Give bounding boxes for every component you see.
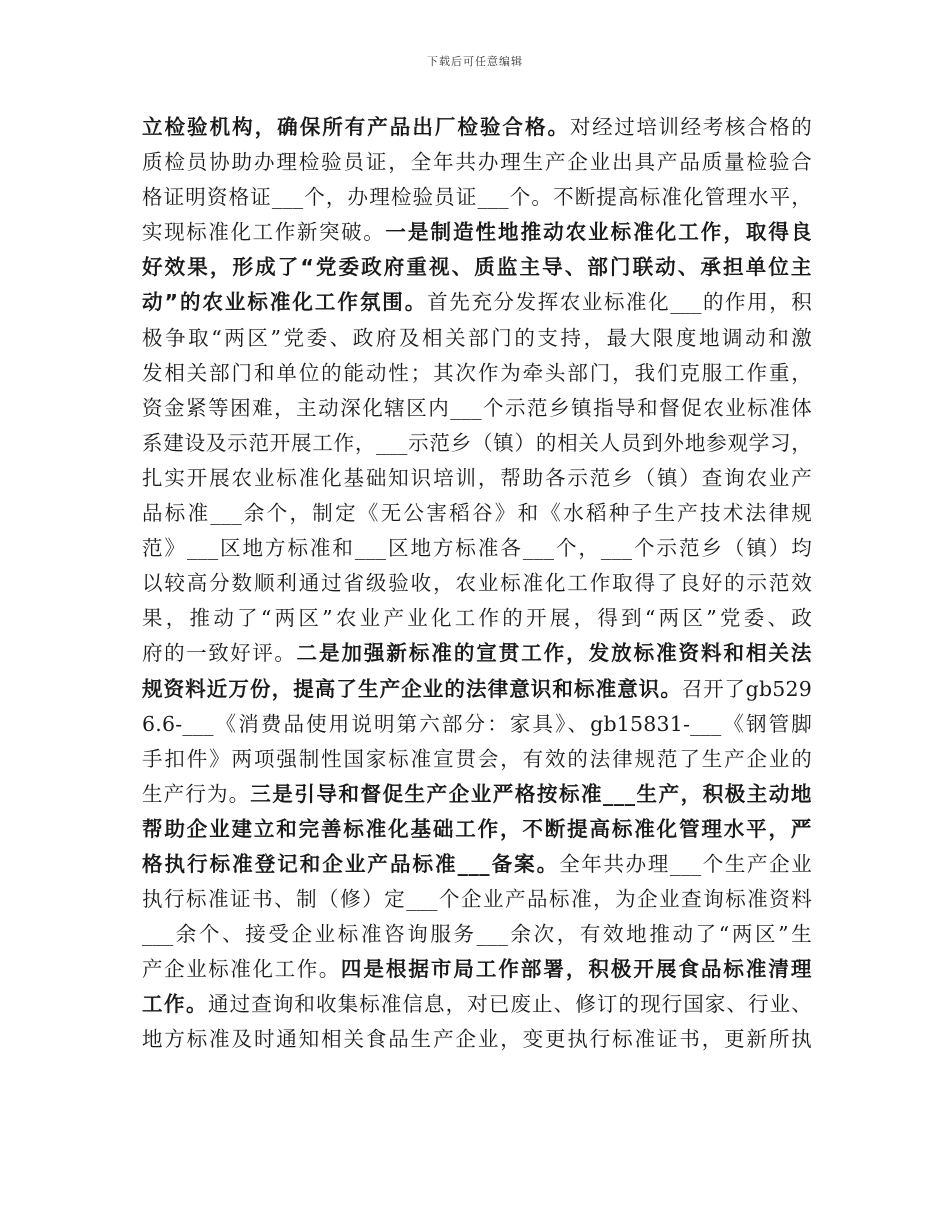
text-run: 以较高分数顺利通过省级验收，农业标准化工作取得了良好的示范效 [142, 571, 812, 596]
text-line [142, 250, 812, 285]
text-line [142, 917, 812, 952]
text-line [142, 566, 812, 601]
text-line [142, 180, 812, 215]
text-run: 手扣件》两项强制性国家标准宣贯会，有效的法律规范了生产企业的 [142, 746, 812, 771]
page-header: 下载后可任意编辑 [427, 55, 523, 68]
bold-text-run: 规资料近万份，提高了生产企业的法律意识和标准意识。 [142, 676, 683, 701]
text-line [142, 496, 812, 531]
text-line [142, 882, 812, 917]
bold-text-run: 帮助企业建立和完善标准化基础工作，不断提高标准化管理水平，严 [142, 816, 812, 841]
text-run: 地方标准及时通知相关食品生产企业，变更执行标准证书，更新所执 [142, 1027, 812, 1052]
text-run: 对经过培训经考核合格的 [570, 115, 812, 139]
text-run: 执行标准证书、制（修）定___个企业产品标准，为企业查询标准资料 [142, 887, 812, 912]
text-line [142, 215, 812, 250]
text-line [142, 285, 812, 320]
text-line [142, 391, 812, 426]
text-line [142, 356, 812, 391]
text-line [142, 110, 812, 145]
text-run: 系建设及示范开展工作，___示范乡（镇）的相关人员到外地参观学习， [142, 430, 812, 455]
bold-text-run: 三是引导和督促生产企业严格按标准___生产，积极主动地 [250, 781, 812, 806]
bold-text-run: 二是加强新标准的宣贯工作，发放标准资料和相关法 [296, 641, 812, 666]
text-run: 首先充分发挥农业标准化___的作用，积 [427, 290, 812, 315]
text-run: 质检员协助办理检验员证，全年共办理生产企业出具产品质量检验合 [142, 150, 812, 175]
text-run: 品标准___余个，制定《无公害稻谷》和《水稻种子生产技术法律规 [142, 501, 812, 526]
text-run: 范》___区地方标准和___区地方标准各___个，___个示范乡（镇）均 [142, 536, 812, 561]
text-line [142, 847, 812, 882]
text-line [142, 636, 812, 671]
text-run: 府的一致好评。 [142, 641, 297, 666]
text-run: 扎实开展农业标准化基础知识培训，帮助各示范乡（镇）查询农业产 [142, 465, 812, 490]
bold-text-run: 好效果，形成了“党委政府重视、质监主导、部门联动、承担单位主 [142, 255, 812, 280]
text-line [142, 707, 812, 742]
text-run: 极争取“两区”党委、政府及相关部门的支持，最大限度地调动和激 [142, 325, 812, 350]
text-line [142, 321, 812, 356]
text-line [142, 601, 812, 636]
text-run: 果，推动了“两区”农业产业化工作的开展，得到“两区”党委、政 [142, 606, 812, 631]
bold-text-run: 格执行标准登记和企业产品标准___备案。 [142, 851, 560, 876]
text-run: 通过查询和收集标准信息，对已废止、修订的现行国家、行业、 [208, 992, 812, 1017]
text-run: ___余个、接受企业标准咨询服务___余次，有效地推动了“两区”生 [142, 922, 812, 947]
text-line [142, 461, 812, 496]
text-run: 格证明资格证___个，办理检验员证___个。不断提高标准化管理水平， [142, 185, 812, 210]
text-line [142, 145, 812, 180]
text-run: 发相关部门和单位的能动性；其次作为牵头部门，我们克服工作重， [142, 360, 812, 385]
text-line [142, 742, 812, 777]
text-line [142, 531, 812, 566]
bold-text-run: 立检验机构，确保所有产品出厂检验合格。 [142, 115, 571, 139]
text-line [142, 987, 812, 1022]
document-body [142, 110, 812, 1058]
bold-text-run: 工作。 [142, 992, 209, 1017]
text-run: 生产行为。 [142, 781, 251, 806]
text-run: 6.6-___《消费品使用说明第六部分：家具》、gb15831-___《钢管脚 [142, 711, 812, 736]
text-run: 实现标准化工作新突破。 [142, 220, 386, 245]
text-run: 产企业标准化工作。 [142, 957, 341, 982]
text-run: 召开了gb529 [682, 676, 812, 701]
text-run: 全年共办理___个生产企业 [559, 851, 812, 876]
text-line [142, 426, 812, 461]
text-line [142, 1022, 812, 1057]
text-run: 资金紧等困难，主动深化辖区内___个示范乡镇指导和督促农业标准体 [142, 395, 812, 420]
text-line [142, 672, 812, 707]
text-line [142, 952, 812, 987]
text-line [142, 777, 812, 812]
bold-text-run: 四是根据市局工作部署，积极开展食品标准清理 [340, 957, 812, 982]
text-line [142, 812, 812, 847]
bold-text-run: 动”的农业标准化工作氛围。 [142, 290, 428, 315]
bold-text-run: 一是制造性地推动农业标准化工作，取得良 [385, 220, 812, 245]
